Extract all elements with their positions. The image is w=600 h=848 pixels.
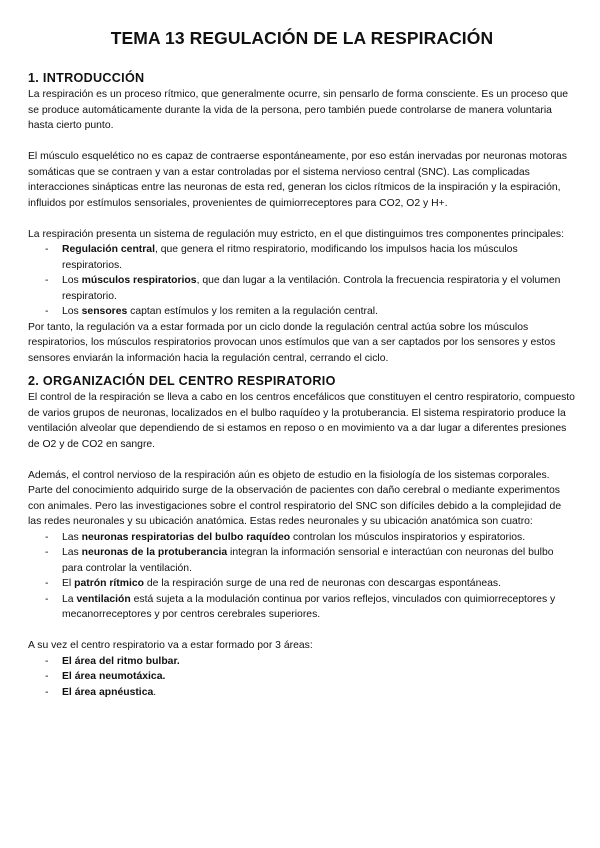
section-heading: 1. INTRODUCCIÓN <box>28 71 145 85</box>
dash-bullet-icon: - <box>45 686 49 698</box>
list-item: - Las neuronas respiratorias del bulbo raquídeo controlan los músculos inspiratorios y espiratorios. <box>28 530 576 546</box>
networks-list <box>28 530 576 623</box>
dash-bullet-icon: - <box>45 655 49 667</box>
components-list <box>28 242 576 320</box>
dash-bullet-icon: - <box>45 578 49 589</box>
paragraph: El músculo esquelético no es capaz de contraerse espontáneamente, por eso están inervadas por neuronas motoras somáticas que se contraen y van a estar controladas por el sistema nervioso central (SNC). Las complicadas interacciones sinápticas entre las neuronas de esta red, generan los ciclos rítmicos de la inspiración y la espiración, influidos por estímulos sensoriales, provenientes de quimiorreceptores para CO2, O2 y H+. <box>28 151 567 209</box>
dash-bullet-icon: - <box>45 593 49 605</box>
page-title: TEMA 13 REGULACIÓN DE LA RESPIRACIÓN <box>110 28 494 48</box>
list-item: - Los músculos respiratorios, que dan lugar a la ventilación. Controla la frecuencia respiratoria y el volumen respiratorio. <box>45 275 561 302</box>
list-item: - Los sensores captan estímulos y los remiten a la regulación central. <box>28 304 576 320</box>
paragraph: Por tanto, la regulación va a estar formada por un ciclo donde la regulación central actúa sobre los músculos respiratorios, los músculos respiratorios provocan unos estímulos que van a ser captados por los sensores y estos sensores enviarán la información hacia la regulación central, cerrando el ciclo. <box>28 321 556 364</box>
dash-bullet-icon: - <box>45 244 49 255</box>
section-organizacion <box>28 374 576 700</box>
document-page <box>28 28 576 700</box>
dash-bullet-icon: - <box>45 275 49 286</box>
list-item: - Regulación central, que genera el ritmo respiratorio, modificando los impulsos hacia los músculos respiratorios. <box>45 244 518 271</box>
paragraph: La respiración presenta un sistema de regulación muy estricto, en el que distinguimos tres componentes principales: <box>28 228 564 240</box>
dash-bullet-icon: - <box>45 531 49 543</box>
paragraph: El control de la respiración se lleva a cabo en los centros encefálicos que constituyen el centro respiratorio, compuesto de varios grupos de neuronas, localizados en el bulbo raquídeo y la protuberancia. El sistema respiratorio produce la ventilación alveolar que dependiendo de si estamos en reposo o en movimiento va a dar lugar a diferentes presiones de O2 y de CO2 en sangre. <box>28 392 575 450</box>
list-item: - La ventilación está sujeta a la modulación continua por varios reflejos, vinculados con quimiorreceptores y mecanorreceptores y por centros cerebrales superiores. <box>45 593 556 620</box>
list-item: - Las neuronas de la protuberancia integran la información sensorial e interactúan con neuronas del bulbo para controlar la ventilación. <box>45 547 554 574</box>
list-item: - El patrón rítmico de la respiración surge de una red de neuronas con descargas espontáneas. <box>28 576 576 592</box>
list-item: - El área del ritmo bulbar. <box>28 654 576 670</box>
list-item: - El área neumotáxica. <box>28 669 576 685</box>
areas-list <box>28 654 576 701</box>
dash-bullet-icon: - <box>45 671 49 682</box>
paragraph: A su vez el centro respiratorio va a estar formado por 3 áreas: <box>28 640 313 651</box>
section-introduccion <box>28 71 576 366</box>
section-heading: 2. ORGANIZACIÓN DEL CENTRO RESPIRATORIO <box>28 374 336 388</box>
paragraph: La respiración es un proceso rítmico, que generalmente ocurre, sin pensarlo de forma consciente. Es un proceso que se produce automáticamente durante la vida de la persona, pero también puede controlarse de manera voluntaria hasta cierto punto. <box>28 89 569 131</box>
paragraph: Además, el control nervioso de la respiración aún es objeto de estudio en la fisiología de los sistemas corporales. Parte del conocimiento adquirido surge de la observación de pacientes con daño cerebral o mediante experimentos con animales. Pero las investigaciones sobre el control respiratorio del SNC son difíciles debido a la complejidad de las redes neuronales y su ubicación anatómica. Estas redes neuronales y su ubicación anatómica son cuatro: <box>28 469 562 527</box>
list-item: - El área apnéustica. <box>28 685 576 701</box>
dash-bullet-icon: - <box>45 306 49 317</box>
dash-bullet-icon: - <box>45 547 49 558</box>
